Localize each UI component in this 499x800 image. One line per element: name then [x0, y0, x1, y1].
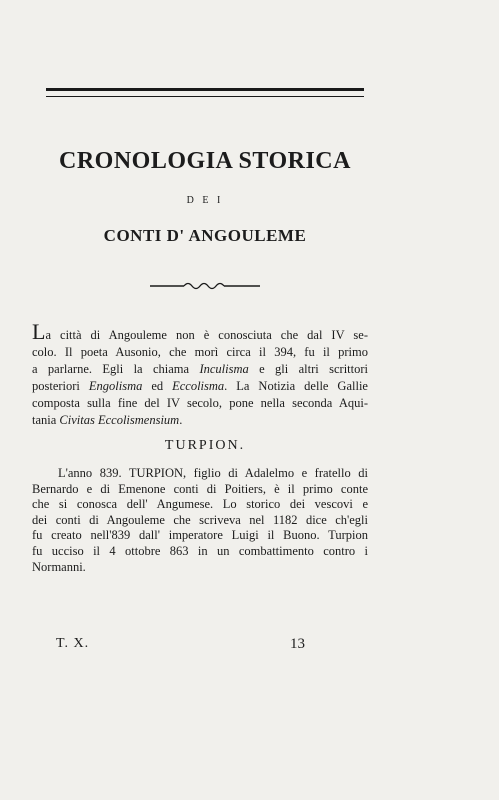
top-rule — [46, 88, 364, 97]
drop-cap: L — [32, 319, 46, 344]
section-heading: TURPION. — [164, 438, 246, 453]
intro-line: tania Civitas Eccolismensium. — [32, 413, 183, 427]
intro-line: posteriori Engolisma ed Eccolisma. La Notizia delle Gallie — [32, 379, 368, 393]
page-title: CRONOLOGIA STORICA — [59, 148, 351, 174]
body-line: fu ucciso il 4 ottobre 863 in un combattimento contro i — [32, 543, 368, 558]
intro-line: colo. Il poeta Ausonio, che morì circa il 394, fu il primo — [32, 345, 368, 359]
body-line: dei conti di Angouleme che scriveva nel 1182 dice ch'egli — [32, 512, 368, 527]
body-line: che si conosca dell' Angumese. Lo storico dei vescovi e — [32, 497, 368, 512]
body-line: Bernardo e di Emenone conti di Poitiers, è il primo conte — [32, 481, 368, 496]
title-connector: D E I — [186, 195, 224, 206]
page-number: 13 — [290, 636, 305, 652]
signature-mark: T. X. — [56, 636, 90, 651]
body-line: L'anno 839. TURPION, figlio di Adalelmo e fratello di — [58, 466, 368, 480]
intro-line: composta sulla fine del IV secolo, pone nella seconda Aqui- — [32, 396, 368, 410]
body-line: fu creato nell'839 dall' imperatore Luigi il Buono. Turpion — [32, 528, 368, 543]
intro-line: La città di Angouleme non è conosciuta che dal IV se- — [32, 319, 368, 344]
intro-paragraph — [32, 319, 368, 429]
ornament-divider — [150, 279, 260, 293]
body-paragraph — [32, 466, 368, 575]
page-subtitle: CONTI D' ANGOULEME — [103, 226, 307, 245]
body-line: Normanni. — [32, 559, 86, 574]
intro-line: a parlarne. Egli la chiama Inculisma e gli altri scrittori — [32, 362, 368, 376]
